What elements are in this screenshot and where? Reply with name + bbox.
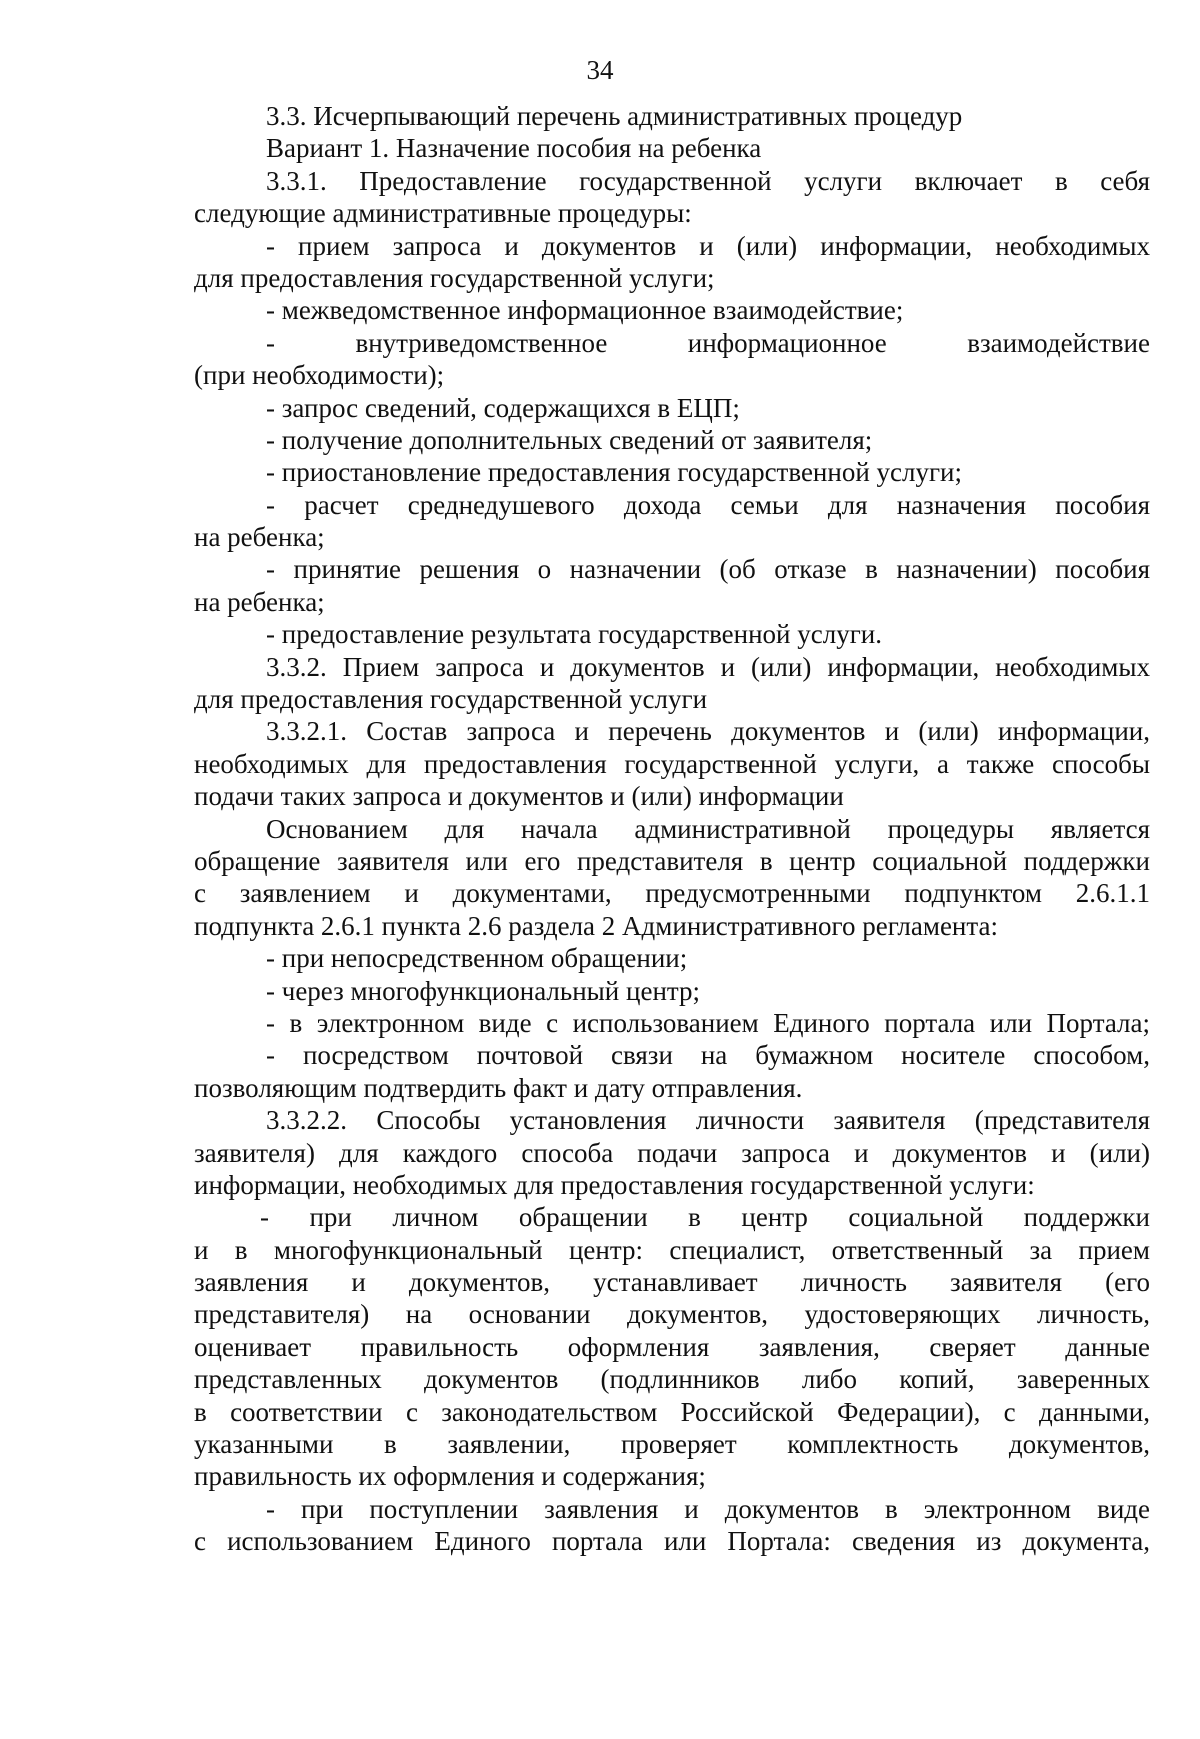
text-line: на ребенка; <box>194 522 325 553</box>
text-line: в соответствии с законодательством Российской Федерации), с данными, <box>194 1396 1150 1427</box>
text-line: - посредством почтовой связи на бумажном носителе способом, <box>266 1040 1150 1071</box>
text-line: позволяющим подтвердить факт и дату отправления. <box>194 1072 803 1103</box>
text-line: Вариант 1. Назначение пособия на ребенка <box>266 133 762 164</box>
text-line: с заявлением и документами, предусмотренными подпунктом 2.6.1.1 <box>194 878 1150 909</box>
text-line: правильность их оформления и содержания; <box>194 1461 706 1492</box>
text-line: - предоставление результата государственной услуги. <box>266 619 882 650</box>
text-line: - через многофункциональный центр; <box>266 975 701 1006</box>
text-line: подпункта 2.6.1 пункта 2.6 раздела 2 Административного регламента: <box>194 910 998 941</box>
text-line: заявителя) для каждого способа подачи запроса и документов и (или) <box>194 1137 1150 1168</box>
text-line: информации, необходимых для предоставления государственной услуги: <box>194 1169 1035 1200</box>
text-line: - в электронном виде с использованием Единого портала или Портала; <box>266 1007 1150 1038</box>
text-line: 3.3.1. Предоставление государственной услуги включает в себя <box>266 165 1150 196</box>
text-line: - приостановление предоставления государственной услуги; <box>266 457 963 488</box>
text-line: обращение заявителя или его представителя в центр социальной поддержки <box>194 845 1150 876</box>
text-line: - при личном обращении в центр социальной поддержки <box>260 1202 1150 1233</box>
text-line: - запрос сведений, содержащихся в ЕЦП; <box>266 392 740 423</box>
text-line: - внутриведомственное информационное взаимодействие <box>266 327 1150 358</box>
text-line: заявления и документов, устанавливает личность заявителя (его <box>194 1267 1150 1298</box>
text-line: - при поступлении заявления и документов в электронном виде <box>266 1493 1150 1524</box>
text-line: с использованием Единого портала или Портала: сведения из документа, <box>194 1526 1150 1557</box>
text-line: - принятие решения о назначении (об отказе в назначении) пособия <box>266 554 1150 585</box>
text-line: для предоставления государственной услуги; <box>194 262 715 293</box>
text-line: - получение дополнительных сведений от заявителя; <box>266 424 873 455</box>
text-line: для предоставления государственной услуги <box>194 684 708 715</box>
text-line: 3.3.2. Прием запроса и документов и (или) информации, необходимых <box>266 651 1150 682</box>
page-number: 34 <box>586 55 614 85</box>
text-line: представителя) на основании документов, удостоверяющих личность, <box>194 1299 1150 1330</box>
text-line: на ребенка; <box>194 586 325 617</box>
text-line: и в многофункциональный центр: специалист, ответственный за прием <box>194 1234 1150 1265</box>
text-line: Основанием для начала административной процедуры является <box>266 813 1150 844</box>
text-line: - расчет среднедушевого дохода семьи для назначения пособия <box>266 489 1150 520</box>
text-line: - при непосредственном обращении; <box>266 943 688 974</box>
text-line: необходимых для предоставления государственной услуги, а также способы <box>194 748 1150 779</box>
text-line: 3.3.2.1. Состав запроса и перечень документов и (или) информации, <box>266 716 1150 747</box>
text-line: следующие административные процедуры: <box>194 198 692 229</box>
text-line: указанными в заявлении, проверяет комплектность документов, <box>194 1429 1150 1460</box>
text-line: 3.3.2.2. Способы установления личности заявителя (представителя <box>266 1105 1150 1136</box>
text-line: - межведомственное информационное взаимодействие; <box>266 295 904 326</box>
text-line: оценивает правильность оформления заявления, сверяет данные <box>194 1331 1150 1362</box>
text-line: (при необходимости); <box>194 360 445 391</box>
text-line: подачи таких запроса и документов и (или) информации <box>194 781 844 812</box>
text-line: 3.3. Исчерпывающий перечень административных процедур <box>266 101 963 131</box>
text-line: - прием запроса и документов и (или) информации, необходимых <box>266 230 1150 261</box>
text-line: представленных документов (подлинников либо копий, заверенных <box>194 1364 1150 1395</box>
document-body <box>194 100 1150 1558</box>
